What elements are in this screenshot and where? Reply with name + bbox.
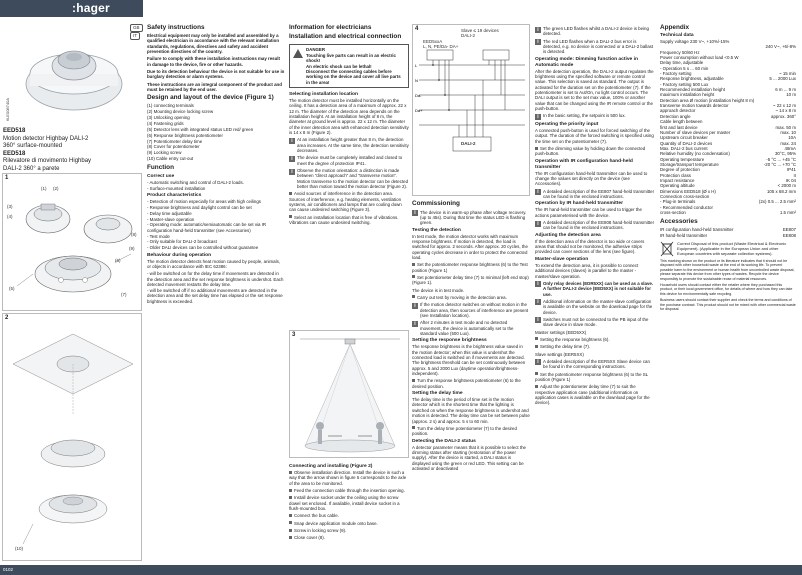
design-item: (5) Detector lens with integrated status LED red/ green — [147, 126, 254, 132]
slave-bullet — [535, 384, 655, 405]
fig4-left-a: EED5xxA — [423, 39, 443, 44]
fig2-label-10: (10) — [15, 546, 24, 551]
design-item: (3) Unlocking opening — [147, 115, 190, 121]
design-item: (8) Cover for potentiometer — [147, 144, 200, 150]
slave-bullet-text: Set the potentiometer response brightness (6) to the SL position (Figure 1) — [535, 371, 648, 382]
electricians-title: Information for electricians — [289, 24, 372, 31]
location-bullet-text: Select an installation location that is free of vibrations. Vibrations can cause undesired switching. — [289, 214, 399, 226]
connecting-item — [289, 521, 409, 526]
info-note — [535, 39, 655, 55]
design-item: (6) Response brightness potentiometer — [147, 132, 223, 138]
tech-data-label: Recommended installation height — [660, 87, 725, 93]
dali-status-title: Detecting the DALI-2 status — [412, 438, 476, 444]
tech-data-title: Technical data — [660, 33, 694, 38]
it-badge: IT — [130, 32, 140, 40]
location-title: Selecting installation location — [289, 91, 359, 97]
bullet-square-icon — [535, 345, 538, 348]
product-char-title: Product characteristics — [147, 193, 202, 199]
info-note-text: If the motion detector switches on without motion in the detection area, then sources of interference are present (see Installation location). — [420, 302, 529, 318]
tech-data-label: Operating altitude — [660, 183, 695, 189]
tech-data-value: 240 V~, +6/-8% — [765, 44, 796, 50]
tech-data-label: - Factory setting 500 Lux — [660, 81, 709, 87]
design-item: (9) Locking screw — [147, 150, 182, 156]
column-safety-design — [147, 24, 285, 304]
tech-data-value: (2x) 0.5 ... 2.5 mm² — [758, 199, 796, 205]
danger-line: An electric shock can be lethal! — [306, 63, 372, 69]
product-char-item: - Detection of motion especially for areas with high ceilings — [147, 199, 261, 205]
behaviour-item: - will be switched off if no additional movements are detected in the detection area and the set delay time has elapsed or the set response brightness is exceeded. — [147, 287, 283, 304]
info-note-text: At an installation height greater than 8 m, the detection area increases. At the same time, the detection sensitivity decreases. — [297, 137, 409, 153]
delay-bullet-text: Turn the delay time potentiometer (7) to the desired position. — [412, 425, 517, 437]
test-p2: The device is in test mode. — [412, 287, 465, 293]
connecting-item-text: Install device socket under the ceiling using the screw dowel set enclosed. If available, install device socket in a flush-mounted box. — [289, 495, 400, 512]
accessory-code: EE807 — [782, 227, 796, 233]
bullet-square-icon — [289, 496, 292, 499]
info-note — [412, 302, 530, 318]
accessory-row — [660, 233, 796, 238]
doc-code: 6LE008740A — [5, 98, 10, 122]
info-note-text: Observe the motion orientation: a distinction is made between "direct approach" and "transverse motion". Motion transverse to the motion detector can be detected better than motion toward the motion detector (Figure 2). — [297, 168, 409, 190]
product-char-item: - Operating mode: automatic/semiautomatic can be set via IR configuration hand-held transmitter (see Accessories) — [147, 222, 267, 233]
column-operating — [535, 24, 655, 408]
tech-data-value: max. 24 — [780, 140, 796, 146]
tech-data-label: - Factory setting — [660, 71, 692, 77]
fig1-label-8: (8) — [131, 232, 137, 237]
ir-remote-p: The IR hand-held transmitter can be used to trigger the actions parameterised with the device. — [535, 207, 642, 218]
master-bullet — [535, 344, 655, 349]
tech-data-value: ~ 22 x 12 m — [772, 103, 796, 109]
svg-text:Da-: Da- — [415, 93, 422, 98]
product-char-item: - Only suitable for DALI-2 broadcast — [147, 239, 217, 245]
fig4-left-b: L, N, PE/Da- DA+ — [423, 44, 459, 49]
figure-1 — [2, 173, 142, 311]
tech-data-label: Storage/transport temperature — [660, 161, 719, 167]
fig1-label-7: (7) — [121, 292, 127, 297]
behaviour-p1: The motion detector detects heat motion caused by people, animals, or objects in accordance with IEC 62386: — [147, 258, 281, 269]
tech-data-value: ~ 15 min — [779, 71, 796, 77]
connecting-item — [289, 488, 409, 493]
behaviour-list — [147, 271, 285, 304]
svg-text:N: N — [415, 78, 418, 83]
test-title: Testing the detection — [412, 227, 461, 233]
tech-data-value: II — [793, 172, 796, 178]
tech-data-label: Supply voltage 230 V~, +10%/-15% — [660, 39, 730, 44]
slave-bullet — [535, 372, 655, 383]
danger-box — [289, 44, 409, 88]
tech-data-label: Relative humidity (no condensation) — [660, 151, 730, 157]
tech-data-value: -5 °C ... +45 °C — [766, 156, 796, 162]
priority-bullet — [535, 146, 655, 157]
ir-config-p: The IR configuration hand-held transmitter can be used to change the values set directly on the device (see Accessories). — [535, 170, 648, 187]
tech-data-label: Quantity of DALI-2 devices — [660, 140, 713, 146]
weee-p3: Household users should contact either the retailer where they purchased this product, or their local government office, for details of where and how they can take this device for environmentally safe recycling. — [660, 283, 793, 296]
column-appendix — [660, 24, 796, 314]
info-note-text: A detailed description of the EER5XX Slave device can be found in the corresponding instructions. — [543, 358, 650, 370]
info-icon: i — [535, 114, 541, 120]
product-char-item: - Test mode — [147, 233, 170, 239]
fig1-label-3: (3) — [7, 204, 13, 209]
info-note — [289, 155, 409, 166]
tech-data-label: - Recommended conductor — [660, 204, 713, 210]
info-note — [535, 113, 655, 120]
info-note-text: In the basic setting, the setpoint is 500 lux. — [543, 113, 626, 119]
priority-p: A connected push-button is used for forced switching of the output. The duration of the forced switching is specified using the time set on the potentiometer (7). — [535, 127, 654, 144]
weee-p2: This marking shown on the product or its literature indicates that it should not be disposed with other household waste at the end of its working life. To prevent possible harm to the environment or human health from uncontrolled waste disposal, please separate this device from other types of wastes. Recycle the device responsibly to promote the sustainable reuse of material resources. — [660, 259, 795, 281]
tech-data-value: max. 10 — [780, 129, 796, 135]
fig1-label-2: (2) — [53, 186, 59, 191]
tech-data-label: Connection cross-section — [660, 193, 710, 199]
connecting-item — [289, 513, 409, 518]
tech-data-value: 5 ... 2000 Lux — [769, 76, 796, 82]
product-subtitle-it-2: DALI-2 360° a parete — [3, 165, 60, 172]
tech-data-value: 6 m ... 9 m — [775, 87, 796, 93]
info-note-text: The device is in warm-up phase after voltage recovery. (up to 45s). During that time the status LED is flashing green. — [420, 209, 527, 226]
test-bullet-text: Carry out test by moving in the detection area. — [417, 294, 507, 300]
wiring-diagram — [413, 25, 530, 196]
info-icon: i — [535, 221, 541, 227]
test-bullet-text: Set potentiometer delay time (7) to minimal (left end stop) (Figure 1). — [412, 274, 529, 286]
footer-page-code: 0102 — [3, 567, 14, 572]
tech-data-label: Impact resistance — [660, 177, 695, 183]
accessories-table — [660, 227, 796, 238]
product-title-block — [3, 128, 143, 174]
safety-p1: Electrical equipment may only be installed and assembled by a qualified electrician in accordance with the relevant installation standards, regulations, directives and safety and accident prevention directives of the country. — [147, 33, 280, 55]
ir-remote-title: Operation by IR hand-held transmitter — [535, 201, 624, 207]
design-title: Design and layout of the device (Figure 1) — [147, 94, 274, 102]
bullet-square-icon — [412, 275, 415, 278]
info-note — [535, 281, 655, 297]
info-icon: i — [412, 303, 418, 309]
tech-data-value: < 2000 m — [777, 183, 796, 189]
product-char-item: - Older DALI devices can be controlled without guarantee — [147, 245, 259, 251]
product-char-item: - Delay time adjustable — [147, 210, 192, 216]
tech-data-value: 48mA — [784, 145, 796, 151]
product-illustration — [14, 24, 124, 124]
figure-3-drawing — [290, 331, 409, 458]
fig4-slave-label-2: DALI-2 — [461, 33, 476, 38]
correct-use-item: - Automatic switching and control of DALI-2 loads. — [147, 179, 244, 185]
fig1-label-9: (9) — [129, 246, 135, 251]
test-bullet — [412, 275, 530, 286]
accessory-code: EE808 — [782, 232, 796, 238]
bullet-square-icon — [535, 372, 538, 375]
safety-p3: Due to its detection behaviour the device is not suitable for use in burglary detection or alarm systems. — [147, 69, 285, 80]
location-bullet — [289, 215, 409, 226]
tech-data-value: approx. 360° — [771, 113, 796, 119]
tech-data-label: cross-section — [660, 210, 686, 215]
test-bullet — [412, 295, 530, 300]
tech-data-label: maximum installation height — [660, 92, 715, 98]
design-item: (2) Mounting device locking screw — [147, 109, 214, 115]
brand-bar — [0, 0, 143, 17]
tech-data-label: Frequency 50/60 Hz — [660, 49, 700, 55]
tech-data-label: - Operation 5 s ... 60 min — [660, 65, 709, 71]
product-subtitle-en-2: 360° surface-mounted — [3, 143, 63, 150]
figure-1-number: 1 — [5, 175, 9, 181]
op-mode-title: Operating mode: Dimming function active in Automatic mode — [535, 56, 638, 68]
info-note — [289, 137, 409, 153]
test-p: In test mode, the motion detector works with maximum response brightness. If motion is detected, the load is switched for approx. 2 seconds. After approx. 20 cycles, the operating cycles decrease in order to protect the connected load. — [412, 233, 528, 260]
product-title-en: EED518 — [3, 128, 26, 134]
design-item: (1) connecting terminals — [147, 103, 194, 109]
fig1-label-1: (1) — [41, 186, 47, 191]
info-note — [412, 320, 530, 336]
warning-triangle-icon — [293, 49, 303, 58]
info-note — [535, 317, 655, 328]
bullet-square-icon — [412, 426, 415, 429]
weee-bin-icon — [660, 241, 674, 257]
bullet-square-icon — [535, 337, 538, 340]
correct-use-title: Correct use — [147, 173, 175, 179]
info-icon: i — [412, 321, 418, 327]
design-item: (10) Cable entry cut-out — [147, 156, 194, 162]
bullet-square-icon — [289, 192, 292, 195]
tech-data-row — [660, 210, 796, 215]
tech-data-label: Detection angle — [660, 113, 691, 119]
response-bullet-text: Turn the response brightness potentiometer (6) to the desired position. — [412, 378, 521, 389]
connecting-title: Connecting and installing (Figure 2) — [289, 464, 373, 469]
correct-use-list — [147, 180, 285, 191]
slave-bullet-text: Adjust the potentiometer delay time (7) to suit the respective application case (additional information on application cases is available on the download page for the device). — [535, 384, 650, 406]
adjust-title: Adjusting the detection area — [535, 232, 601, 238]
info-note-text: Additional information on the master-slave configuration is available on the website on the download page for the device. — [543, 298, 653, 315]
product-char-list — [147, 199, 285, 251]
tech-data-label: transverse motion towards detector — [660, 103, 729, 109]
appendix-title: Appendix — [660, 24, 690, 31]
bullet-square-icon — [412, 263, 415, 266]
figure-4-number: 4 — [415, 26, 419, 32]
svg-text:Da+: Da+ — [415, 108, 423, 113]
location-bullet — [289, 191, 409, 212]
connecting-item — [289, 528, 409, 533]
dali-status-p: A detector parameter means that it is possible to select the dimming status after starting (restoration of the power supply). After the device is started, a DALI status is displayed using the green or red LED. This setting can be activated or deactivated — [412, 444, 526, 471]
tech-data-label: Degree of protection — [660, 167, 700, 173]
info-icon: i — [289, 156, 295, 162]
connecting-item-text: Close cover (8). — [294, 535, 325, 541]
figure-2 — [2, 313, 142, 561]
priority-title: Operating the priority input — [535, 121, 599, 127]
bullet-square-icon — [289, 215, 292, 218]
tech-data-label: Power consumption without load <0.5 W — [660, 55, 739, 61]
info-note — [412, 210, 530, 226]
safety-p2: Failure to comply with these installation instructions may result in damage to the device, fire or other hazards. — [147, 56, 280, 67]
tech-data-value: 1.5 mm² — [779, 210, 796, 215]
connecting-item-text: Feed the connection cable through the insertion opening. — [294, 488, 405, 494]
info-icon: i — [289, 169, 295, 175]
design-list — [147, 103, 285, 161]
footer-bar — [0, 565, 802, 575]
fig1-label-4: (4) — [7, 214, 13, 219]
figure-3-number: 3 — [292, 332, 296, 338]
tech-data-label: Detection area Ø motion (installation height 8 m) — [660, 97, 755, 103]
info-note-text: The device must be completely installed and closed to meet the degree of protection IP41. — [297, 155, 403, 166]
hager-logo: :hager — [72, 1, 110, 15]
tech-data-table — [660, 39, 796, 215]
fig1-label-6: (6) — [115, 258, 121, 263]
test-bullet-text: Set the potentiometer response brightness (6) to the Test position (Figure 1) — [412, 262, 528, 273]
fig4-slave-label: Slave ≤ 19 devices — [461, 28, 499, 33]
correct-use-item: - Surface-mounted installation — [147, 185, 206, 191]
product-subtitle-en: Motion detector Highbay DALI-2 — [3, 135, 89, 142]
connecting-item — [289, 535, 409, 540]
connecting-item-text: Observe installation direction. Install the device in such a way that the arrow shown in figure 5 corresponds to the axle of the area to be monitored. — [289, 470, 407, 486]
product-char-item: - Master-slave operation — [147, 216, 195, 222]
tech-data-label: Max. DALI-2 bus current — [660, 145, 708, 151]
response-title: Setting the response brightness — [412, 338, 487, 344]
tech-data-label: approach detector — [660, 108, 696, 114]
info-note-text: Switches must not be connected to the PB input of the slave device in slave mode. — [543, 316, 649, 328]
info-note-text: A detailed description of the EE807 hand-held transmitter can be found in the enclosed instructions. — [543, 188, 655, 200]
master-bullet — [535, 337, 655, 342]
svg-text:L: L — [415, 63, 418, 68]
tech-data-value: IP41 — [786, 167, 796, 173]
bullet-square-icon — [289, 536, 292, 539]
figure-3 — [289, 330, 409, 458]
gb-badge: GB — [130, 24, 143, 32]
tech-data-label: first and last device — [660, 124, 698, 130]
function-title: Function — [147, 164, 174, 172]
fig1-label-5: (5) — [9, 286, 15, 291]
info-icon: i — [535, 317, 541, 323]
tech-data-label: Operating temperature — [660, 156, 705, 162]
installation-title: Installation and electrical connection — [289, 33, 402, 40]
design-item: (4) Fastening grids — [147, 120, 184, 126]
accessory-name: IR configuration hand-held transmitter — [660, 227, 734, 233]
info-note — [535, 299, 655, 315]
bullet-square-icon — [289, 521, 292, 524]
figure-4 — [412, 24, 530, 196]
info-icon: i — [535, 359, 541, 365]
priority-bullet-text: Set the dimming value by holding down the connected push-button. — [535, 146, 646, 157]
weee-text: Correct Disposal of this product (Waste Electrical & Electronic Equipment). (Applicable in the European Union and other European countries with separate collection systems). — [677, 241, 787, 257]
column-connecting — [289, 462, 409, 543]
delay-bullet — [412, 426, 530, 437]
behaviour-title: Behaviour during operation — [147, 252, 212, 258]
info-note-text: A detailed description of the EE808 hand-held transmitter can be found in the enclosed instructions. — [543, 220, 655, 231]
info-icon: i — [535, 189, 541, 195]
tech-data-label: Response brightness, adjustable — [660, 76, 724, 82]
info-icon: i — [535, 27, 541, 33]
bullet-square-icon — [535, 385, 538, 388]
tech-data-label: Cable length between — [660, 119, 703, 125]
tech-data-value: 105 x 68.2 mm — [766, 188, 796, 194]
master-settings-title: Master settings (EED5XX) — [535, 329, 587, 335]
connecting-item — [289, 495, 409, 511]
tech-data-label: - Plug-in terminals — [660, 199, 696, 205]
column-commissioning — [412, 200, 530, 473]
connecting-item — [289, 470, 409, 486]
tech-data-value: 30°C, 95% — [774, 151, 796, 157]
info-note — [535, 220, 655, 231]
bullet-square-icon — [535, 147, 538, 150]
tech-data-label: Protection class — [660, 172, 691, 178]
delay-p: The delay time is the period of time set in the motion detector which is the shortest time that the lighting is switched on when the response brightness is undershot and motion is detected. The delay time can be set between pulse (approx. 2 s) and approx. 5 s to 60 min. — [412, 397, 530, 424]
tech-data-label: Delay time, adjustable — [660, 60, 704, 66]
bullet-square-icon — [412, 295, 415, 298]
behaviour-item: - will be switched on for the delay time if movements are detected in the detection area and the set response brightness is undershot. Each detected movement restarts the delay time. — [147, 271, 284, 288]
tech-data-value: -20 °C ... +70 °C — [763, 161, 796, 167]
info-icon: i — [289, 138, 295, 144]
info-icon: i — [535, 281, 541, 287]
adjust-p: If the detection area of the detector is too wide or covers areas that should not be monitored, the adhesive strips provided can cover sections of the lens (see figure). — [535, 238, 645, 255]
info-note — [535, 26, 655, 37]
accessory-name: IR hand-held transmitter — [660, 232, 708, 238]
master-slave-title: Master-slave operation — [535, 256, 589, 262]
tech-data-label: Upstream circuit breaker — [660, 135, 708, 141]
weee-p4: Business users should contact their supplier and check the terms and conditions of the purchase contract. This product should not be mixed with other commercial waste for disposal. — [660, 298, 796, 312]
info-note-text: The red LED flashes when a DALI-2 bus error is detected, e.g. no device is connected or a DALI-2 ballast is detected. — [543, 38, 654, 55]
bullet-square-icon — [289, 471, 292, 474]
tech-data-value: ~ 14 x 8 m — [775, 108, 796, 114]
bullet-square-icon — [289, 529, 292, 532]
info-note — [535, 359, 655, 370]
connecting-item-text: Screw in locking screw (9). — [294, 528, 347, 534]
info-note-text: After 2 minutes in test mode and no detected movement, the device is automatically set to the standard value (500 Lux). — [420, 320, 514, 337]
tech-data-label: Dimensions EED518 (Ø x H) — [660, 188, 716, 194]
figure-2-number: 2 — [5, 315, 9, 321]
figure-2-drawing — [3, 314, 142, 561]
master-bullet-text: Setting the response brightness (6). — [540, 336, 610, 342]
delay-title: Setting the delay time — [412, 391, 463, 397]
response-p: The response brightness is the brightness value saved in the motion detector; when this value is undershot the connected load is switched on if movements are detected. The brightness threshold can be set continuously between approx. 5 and 2000 Lux (daytime operation/brightness-independent). — [412, 344, 526, 377]
location-bullet-text: Avoid sources of interference in the detection area. Sources of interference, e.g. heating elements, ventilation systems, air conditioners and lamps that are cooling down can cause undesired switching (Figure 3). — [289, 191, 402, 213]
product-char-item: - Response brightness and daylight control can be set — [147, 204, 252, 210]
tech-data-value: 10A — [788, 135, 796, 141]
slave-settings-title: Slave settings (EER5XX) — [535, 351, 584, 357]
danger-label: DANGER — [306, 46, 326, 52]
fig4-dali-label: DALI-2 — [461, 141, 476, 146]
design-item: (7) Potentiometer delay time — [147, 138, 203, 144]
connecting-item-text: Snap device application module onto base. — [294, 520, 378, 526]
danger-line: Disconnect the connecting cables before working on the device and cover all live parts in the area! — [306, 68, 401, 85]
product-title-it: EED518 — [3, 150, 26, 157]
tech-data-label: Number of slave devices per master — [660, 129, 731, 135]
bullet-square-icon — [412, 379, 415, 382]
commissioning-title: Commissioning — [412, 200, 460, 207]
info-icon: i — [535, 299, 541, 305]
response-bullet — [412, 378, 530, 389]
safety-p4: These instructions are an integral component of the product and must be retained by the end user. — [147, 81, 282, 93]
info-note-text: The green LED flashes whilst a DALI-2 device is being detected. — [543, 26, 649, 37]
test-bullet — [412, 262, 530, 273]
bullet-square-icon — [289, 514, 292, 517]
master-slave-p: To extend the detection area, it is possible to connect additional devices (slaves) in parallel to the master - master/slave operation. — [535, 262, 639, 279]
bullet-square-icon — [289, 489, 292, 492]
info-note — [289, 168, 409, 189]
figure-1-drawing — [3, 174, 142, 311]
location-p1: The motion detector must be installed horizontally on the ceiling. It has a detection area of a maximum of approx. 22 x 12 m. The diameter of the detection area depends on the installation height. At an installation height of 8 m, the diameter at ground level is approx. 22 x 12 m. The diameter of the inner detection area with enhanced detection sensitivity is 14 x 8 m (Figure 2). — [289, 97, 409, 135]
safety-title: Safety instructions — [147, 24, 205, 31]
master-bullet-text: Setting the delay time (7). — [540, 344, 591, 350]
info-note-text: Only relay devices (EDR5XX) can be used as a slave. A further DALI-2 device (EED5XX) is not suitable for use. — [543, 280, 654, 297]
info-icon: i — [535, 39, 541, 45]
op-mode-p: After the detection operation, the DALI-2 output regulates the brightness using the specified software or remote control value. This selection is saved as standard. The output is activated for the duration set on the potentiometer (7). If the potentiometer is set to Aut/On, no light control occurs. The DALI output is set to the set max value, 100% or another value that can be changed using the IR remote control or the push-button. — [535, 68, 654, 112]
accessories-title: Accessories — [660, 218, 698, 226]
column-electricians — [289, 24, 409, 227]
ir-config-title: Operation with IR configuration hand-held transmitter — [535, 158, 633, 170]
weee-block — [660, 241, 796, 257]
danger-line: Touching live parts can result in an electric shock! — [306, 52, 396, 64]
info-note — [535, 189, 655, 200]
info-icon: i — [412, 210, 418, 216]
tech-data-value: IK 04 — [785, 177, 796, 183]
product-subtitle-it: Rilevatore di movimento Highbay — [3, 158, 92, 165]
tech-data-value: 10 m — [786, 92, 796, 98]
connecting-item-text: Connect the bus cable. — [294, 513, 339, 519]
tech-data-value: max. 50 m — [775, 124, 796, 130]
